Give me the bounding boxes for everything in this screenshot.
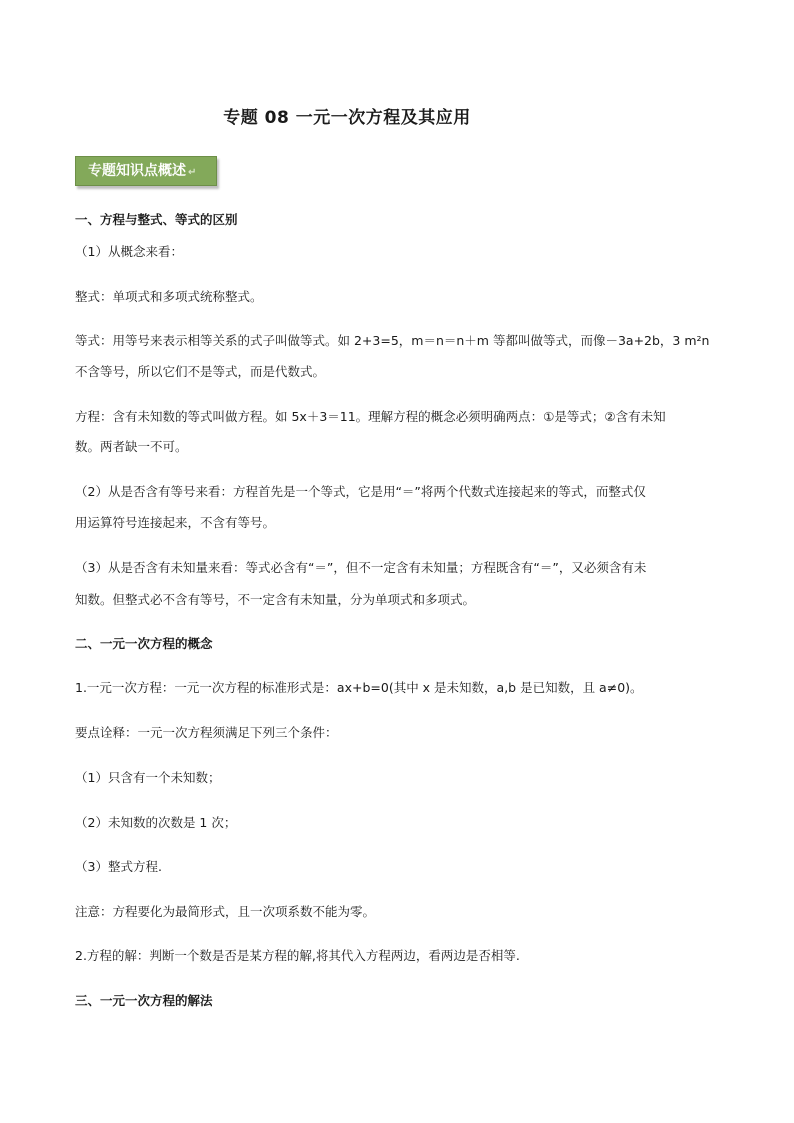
paragraph-polynomial: 整式：单项式和多项式统称整式。 — [75, 289, 263, 304]
return-mark-icon: ↵ — [188, 167, 197, 178]
paragraph-equality-line-1: 等式：用等号来表示相等关系的式子叫做等式。如 2+3=5，m＝n＝n＋m 等都叫做等式，而像－3a+2b，3 m²n — [75, 333, 710, 348]
paragraph-note: 注意：方程要化为最简形式，且一次项系数不能为零。 — [75, 904, 376, 919]
paragraph-equal-sign-line-1: （2）从是否含有等号来看：方程首先是一个等式，它是用“＝”将两个代数式连接起来的等式，而整式仅 — [75, 484, 646, 499]
heading-section-1: 一、方程与整式、等式的区别 — [75, 212, 238, 227]
section-badge-label: 专题知识点概述 — [88, 163, 186, 179]
paragraph-equation-line-1: 方程：含有未知数的等式叫做方程。如 5x＋3＝11。理解方程的概念必须明确两点：①是等式；②含有未知 — [75, 409, 666, 424]
list-item-condition-1: （1）只含有一个未知数； — [75, 770, 221, 785]
list-item-condition-3: （3）整式方程. — [75, 859, 162, 874]
paragraph-equal-sign-line-2: 用运算符号连接起来，不含有等号。 — [75, 515, 276, 530]
paragraph-equation-line-2: 数。两者缺一不可。 — [75, 439, 188, 454]
paragraph-equality-line-2: 不含等号，所以它们不是等式，而是代数式。 — [75, 364, 326, 379]
paragraph-unknown-line-1: （3）从是否含有未知量来看：等式必含有“＝”，但不一定含有未知量；方程既含有“＝”，又必须含有未 — [75, 560, 647, 575]
list-item-condition-2: （2）未知数的次数是 1 次； — [75, 815, 237, 830]
paragraph-solution: 2.方程的解：判断一个数是否是某方程的解,将其代入方程两边，看两边是否相等. — [75, 948, 520, 963]
paragraph-linear-equation: 1.一元一次方程：一元一次方程的标准形式是：ax+b=0(其中 x 是未知数，a,b 是已知数，且 a≠0)。 — [75, 680, 643, 695]
paragraph-unknown-line-2: 知数。但整式必不含有等号，不一定含有未知量，分为单项式和多项式。 — [75, 592, 476, 607]
paragraph-key-points: 要点诠释：一元一次方程须满足下列三个条件： — [75, 725, 338, 740]
subheading-concept: （1）从概念来看： — [75, 244, 183, 259]
section-badge — [75, 156, 217, 186]
page-title: 专题 08 一元一次方程及其应用 — [223, 108, 471, 128]
heading-section-3: 三、一元一次方程的解法 — [75, 993, 213, 1008]
heading-section-2: 二、一元一次方程的概念 — [75, 636, 213, 651]
